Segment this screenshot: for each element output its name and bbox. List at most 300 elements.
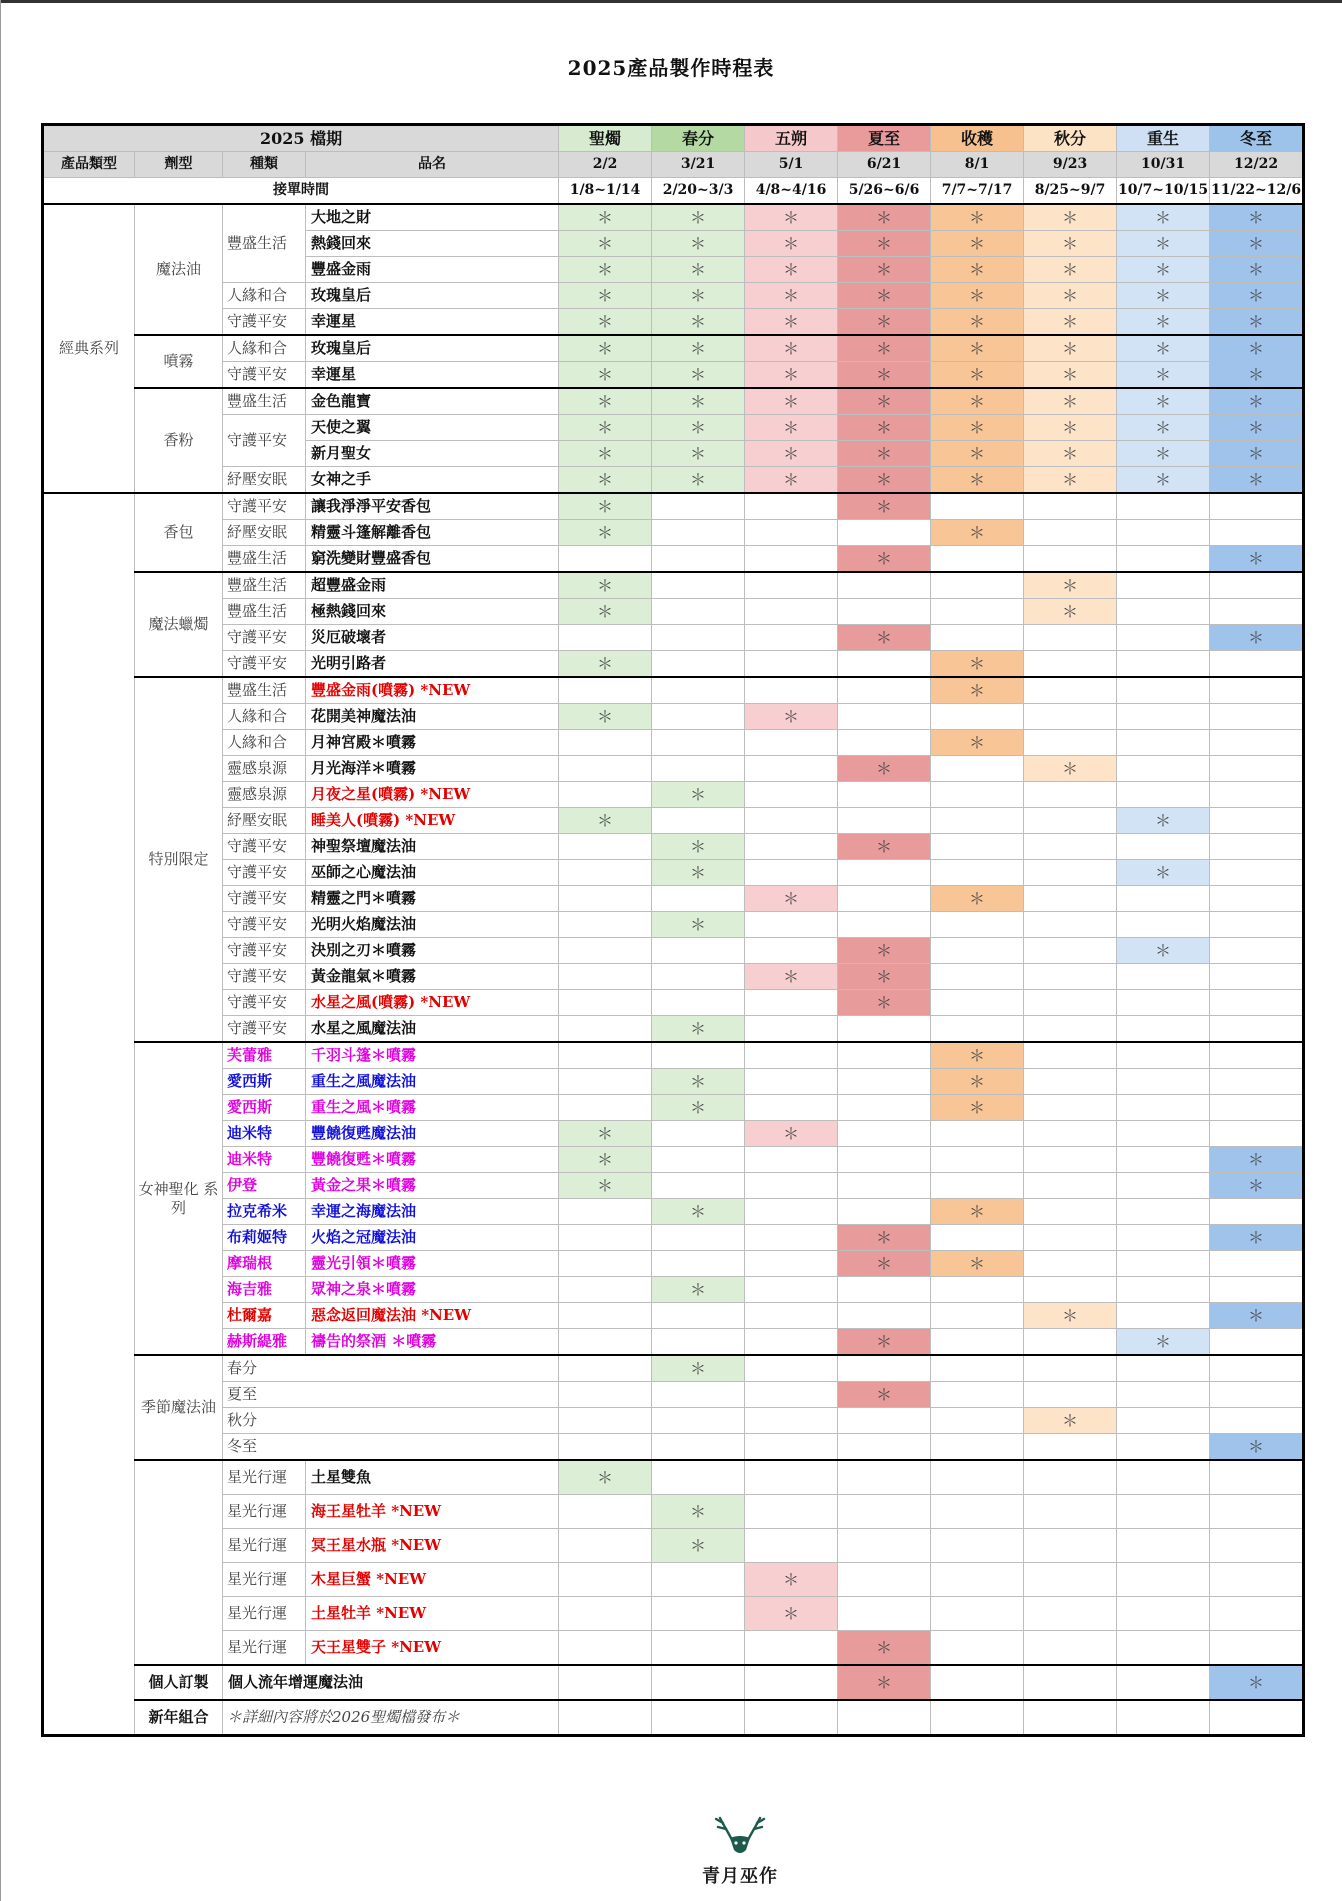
schedule-mark-cell — [1024, 938, 1117, 964]
schedule-mark-cell: ＊ — [559, 467, 652, 494]
schedule-mark-cell — [745, 860, 838, 886]
season-date: 8/1 — [931, 152, 1024, 178]
kind-cell: 靈感泉源 — [223, 756, 306, 782]
schedule-mark-cell — [931, 1631, 1024, 1666]
schedule-mark-cell — [745, 808, 838, 834]
schedule-mark-cell: ＊ — [745, 704, 838, 730]
kind-cell: 紓壓安眠 — [223, 467, 306, 494]
schedule-mark-cell: ＊ — [652, 1495, 745, 1529]
schedule-mark-cell: ＊ — [559, 1147, 652, 1173]
schedule-mark-cell — [652, 1665, 745, 1700]
schedule-mark-cell — [1210, 677, 1304, 704]
schedule-mark-cell: ＊ — [1117, 467, 1210, 494]
schedule-mark-cell — [931, 860, 1024, 886]
schedule-mark-cell: ＊ — [838, 938, 931, 964]
schedule-mark-cell — [652, 1382, 745, 1408]
schedule-mark-cell: ＊ — [1117, 204, 1210, 231]
kind-cell: 人緣和合 — [223, 730, 306, 756]
table-row — [43, 1329, 1304, 1356]
schedule-mark-cell — [931, 938, 1024, 964]
schedule-mark-cell — [745, 912, 838, 938]
product-name: 金色龍寶 — [306, 388, 559, 415]
schedule-mark-cell — [1117, 599, 1210, 625]
schedule-mark-cell — [931, 625, 1024, 651]
schedule-mark-cell — [652, 938, 745, 964]
schedule-mark-cell — [1210, 938, 1304, 964]
schedule-mark-cell — [838, 782, 931, 808]
schedule-mark-cell — [1117, 834, 1210, 860]
schedule-mark-cell — [1210, 964, 1304, 990]
schedule-mark-cell — [931, 1665, 1024, 1700]
schedule-mark-cell — [1024, 625, 1117, 651]
table-row — [43, 1597, 1304, 1631]
schedule-mark-cell — [838, 1042, 931, 1069]
kind-cell: 靈感泉源 — [223, 782, 306, 808]
table-row — [43, 362, 1304, 389]
kind-cell: 愛西斯 — [223, 1095, 306, 1121]
schedule-mark-cell — [559, 1303, 652, 1329]
schedule-mark-cell — [1210, 1251, 1304, 1277]
schedule-mark-cell: ＊ — [1024, 415, 1117, 441]
schedule-mark-cell — [745, 1460, 838, 1495]
schedule-mark-cell — [838, 1303, 931, 1329]
schedule-mark-cell — [652, 808, 745, 834]
schedule-mark-cell: ＊ — [745, 388, 838, 415]
schedule-mark-cell — [1024, 651, 1117, 678]
product-name: 眾神之泉＊噴霧 — [306, 1277, 559, 1303]
schedule-mark-cell — [652, 546, 745, 573]
product-name: 重生之風＊噴霧 — [306, 1095, 559, 1121]
schedule-mark-cell — [931, 1434, 1024, 1461]
schedule-mark-cell — [838, 520, 931, 546]
season-name: 秋分 — [1024, 125, 1117, 152]
schedule-mark-cell — [652, 886, 745, 912]
col-label-name: 品名 — [306, 152, 559, 178]
schedule-mark-cell — [745, 1199, 838, 1225]
schedule-mark-cell: ＊ — [652, 257, 745, 283]
schedule-mark-cell — [745, 1251, 838, 1277]
kind-cell: 星光行運 — [223, 1529, 306, 1563]
schedule-mark-cell: ＊ — [1024, 283, 1117, 309]
schedule-mark-cell: ＊ — [1024, 362, 1117, 389]
schedule-mark-cell — [931, 964, 1024, 990]
kind-cell: 人緣和合 — [223, 283, 306, 309]
schedule-mark-cell — [559, 1329, 652, 1356]
schedule-mark-cell — [1024, 1277, 1117, 1303]
schedule-mark-cell: ＊ — [559, 651, 652, 678]
table-row — [43, 625, 1304, 651]
schedule-mark-cell: ＊ — [931, 1042, 1024, 1069]
schedule-mark-cell: ＊ — [559, 388, 652, 415]
product-name: 精靈之門＊噴霧 — [306, 886, 559, 912]
table-row — [43, 782, 1304, 808]
schedule-mark-cell: ＊ — [745, 309, 838, 336]
product-name: 花開美神魔法油 — [306, 704, 559, 730]
kind-cell: 守護平安 — [223, 651, 306, 678]
kind-cell: 守護平安 — [223, 860, 306, 886]
product-name: 黃金龍氣＊噴霧 — [306, 964, 559, 990]
season-oil-label: 冬至 — [223, 1434, 559, 1461]
schedule-mark-cell: ＊ — [745, 964, 838, 990]
schedule-mark-cell — [745, 1277, 838, 1303]
season-date: 6/21 — [838, 152, 931, 178]
form-cell: 個人訂製 — [135, 1665, 223, 1700]
product-name: 土星牡羊 *NEW — [306, 1597, 559, 1631]
schedule-mark-cell — [652, 1460, 745, 1495]
schedule-mark-cell: ＊ — [652, 860, 745, 886]
schedule-mark-cell: ＊ — [1210, 1173, 1304, 1199]
schedule-mark-cell: ＊ — [652, 1069, 745, 1095]
schedule-mark-cell: ＊ — [838, 1251, 931, 1277]
schedule-mark-cell — [931, 1303, 1024, 1329]
schedule-mark-cell: ＊ — [1210, 415, 1304, 441]
page-title: 2025產品製作時程表 — [567, 56, 775, 80]
schedule-mark-cell: ＊ — [559, 415, 652, 441]
schedule-mark-cell — [1210, 1631, 1304, 1666]
schedule-mark-cell — [838, 1434, 931, 1461]
schedule-mark-cell — [931, 704, 1024, 730]
season-name: 重生 — [1117, 125, 1210, 152]
product-name: 超豐盛金雨 — [306, 572, 559, 599]
schedule-mark-cell — [931, 546, 1024, 573]
schedule-mark-cell — [1210, 1016, 1304, 1043]
schedule-mark-cell — [931, 1529, 1024, 1563]
table-row — [43, 964, 1304, 990]
schedule-mark-cell: ＊ — [1117, 335, 1210, 362]
season-order-window: 5/26~6/6 — [838, 178, 931, 205]
schedule-mark-cell — [1117, 886, 1210, 912]
schedule-mark-cell — [559, 546, 652, 573]
schedule-mark-cell — [1117, 1016, 1210, 1043]
schedule-mark-cell — [1210, 520, 1304, 546]
product-name: 玫瑰皇后 — [306, 335, 559, 362]
schedule-mark-cell — [652, 599, 745, 625]
table-row — [43, 1121, 1304, 1147]
schedule-mark-cell — [1117, 1199, 1210, 1225]
schedule-mark-cell: ＊ — [559, 520, 652, 546]
schedule-mark-cell: ＊ — [1210, 1225, 1304, 1251]
table-row — [43, 1095, 1304, 1121]
schedule-mark-cell — [1024, 1173, 1117, 1199]
schedule-mark-cell: ＊ — [931, 283, 1024, 309]
schedule-mark-cell — [1117, 546, 1210, 573]
table-row — [43, 520, 1304, 546]
schedule-mark-cell — [1117, 1147, 1210, 1173]
schedule-mark-cell: ＊ — [1024, 441, 1117, 467]
schedule-mark-cell — [1210, 1095, 1304, 1121]
table-row — [43, 1016, 1304, 1043]
schedule-mark-cell: ＊ — [559, 283, 652, 309]
schedule-mark-cell — [745, 625, 838, 651]
schedule-mark-cell — [931, 1408, 1024, 1434]
schedule-mark-cell: ＊ — [931, 1251, 1024, 1277]
col-label-form: 劑型 — [135, 152, 223, 178]
schedule-mark-cell — [931, 756, 1024, 782]
schedule-mark-cell — [652, 625, 745, 651]
schedule-mark-cell — [1117, 964, 1210, 990]
deer-antler-logo-icon — [710, 1810, 770, 1858]
schedule-mark-cell: ＊ — [838, 204, 931, 231]
schedule-mark-cell — [1024, 1355, 1117, 1382]
schedule-mark-cell: ＊ — [931, 388, 1024, 415]
schedule-mark-cell: ＊ — [1210, 467, 1304, 494]
schedule-mark-cell — [1117, 730, 1210, 756]
schedule-mark-cell: ＊ — [559, 704, 652, 730]
table-row — [43, 388, 1304, 415]
schedule-mark-cell — [652, 1597, 745, 1631]
table-row — [43, 546, 1304, 573]
schedule-mark-cell: ＊ — [1210, 257, 1304, 283]
schedule-mark-cell — [1117, 1597, 1210, 1631]
kind-cell: 人緣和合 — [223, 704, 306, 730]
table-row — [43, 415, 1304, 441]
schedule-mark-cell — [1210, 1121, 1304, 1147]
schedule-mark-cell: ＊ — [1024, 309, 1117, 336]
schedule-mark-cell: ＊ — [1024, 231, 1117, 257]
schedule-mark-cell — [838, 1199, 931, 1225]
schedule-mark-cell: ＊ — [745, 283, 838, 309]
schedule-mark-cell: ＊ — [1117, 257, 1210, 283]
schedule-mark-cell: ＊ — [1024, 335, 1117, 362]
schedule-mark-cell — [1210, 1069, 1304, 1095]
schedule-mark-cell: ＊ — [838, 493, 931, 520]
kind-cell: 星光行運 — [223, 1563, 306, 1597]
schedule-mark-cell: ＊ — [652, 1277, 745, 1303]
note-text: ＊詳細內容將於2026聖燭檔發布＊ — [223, 1700, 559, 1736]
schedule-mark-cell — [931, 1329, 1024, 1356]
schedule-mark-cell — [652, 1251, 745, 1277]
table-row — [43, 1225, 1304, 1251]
schedule-mark-cell — [1024, 1631, 1117, 1666]
schedule-mark-cell — [1210, 572, 1304, 599]
schedule-mark-cell: ＊ — [838, 1329, 931, 1356]
schedule-mark-cell: ＊ — [1024, 467, 1117, 494]
schedule-mark-cell: ＊ — [838, 964, 931, 990]
schedule-table — [41, 123, 1305, 1737]
season-name: 聖燭 — [559, 125, 652, 152]
schedule-mark-cell — [559, 1631, 652, 1666]
schedule-mark-cell: ＊ — [1117, 808, 1210, 834]
schedule-mark-cell: ＊ — [1210, 1665, 1304, 1700]
schedule-mark-cell: ＊ — [931, 520, 1024, 546]
schedule-mark-cell — [1024, 1460, 1117, 1495]
table-row — [43, 651, 1304, 678]
table-row — [43, 1495, 1304, 1529]
kind-cell: 守護平安 — [223, 990, 306, 1016]
table-row — [43, 1408, 1304, 1434]
schedule-mark-cell — [1024, 1665, 1117, 1700]
schedule-mark-cell — [559, 730, 652, 756]
schedule-mark-cell — [1024, 1095, 1117, 1121]
product-name: 個人流年增運魔法油 — [223, 1665, 559, 1700]
schedule-mark-cell — [559, 1199, 652, 1225]
kind-cell: 海吉雅 — [223, 1277, 306, 1303]
schedule-mark-cell — [1024, 1434, 1117, 1461]
schedule-mark-cell: ＊ — [1210, 625, 1304, 651]
schedule-mark-cell: ＊ — [745, 1597, 838, 1631]
schedule-mark-cell: ＊ — [559, 1173, 652, 1199]
schedule-mark-cell: ＊ — [559, 1460, 652, 1495]
schedule-mark-cell: ＊ — [1210, 309, 1304, 336]
season-date: 10/31 — [1117, 152, 1210, 178]
schedule-mark-cell — [931, 1355, 1024, 1382]
schedule-mark-cell — [1117, 651, 1210, 678]
schedule-mark-cell — [559, 625, 652, 651]
product-name: 水星之風魔法油 — [306, 1016, 559, 1043]
schedule-mark-cell — [559, 782, 652, 808]
schedule-mark-cell — [1117, 625, 1210, 651]
schedule-mark-cell: ＊ — [559, 493, 652, 520]
schedule-mark-cell: ＊ — [745, 257, 838, 283]
form-cell — [135, 1460, 223, 1665]
schedule-mark-cell — [745, 1495, 838, 1529]
schedule-mark-cell: ＊ — [559, 309, 652, 336]
schedule-mark-cell: ＊ — [559, 257, 652, 283]
schedule-mark-cell — [931, 1382, 1024, 1408]
schedule-mark-cell — [1210, 990, 1304, 1016]
schedule-mark-cell — [931, 1700, 1024, 1736]
form-cell: 季節魔法油 — [135, 1355, 223, 1460]
schedule-mark-cell: ＊ — [931, 467, 1024, 494]
schedule-mark-cell: ＊ — [931, 231, 1024, 257]
schedule-mark-cell — [1210, 1700, 1304, 1736]
schedule-mark-cell — [931, 808, 1024, 834]
schedule-mark-cell — [838, 1563, 931, 1597]
schedule-mark-cell: ＊ — [1117, 231, 1210, 257]
schedule-mark-cell: ＊ — [838, 415, 931, 441]
schedule-mark-cell: ＊ — [931, 362, 1024, 389]
schedule-mark-cell — [745, 990, 838, 1016]
schedule-mark-cell — [1210, 1597, 1304, 1631]
schedule-mark-cell — [745, 1303, 838, 1329]
schedule-body — [43, 204, 1304, 1736]
schedule-mark-cell — [652, 1329, 745, 1356]
schedule-mark-cell: ＊ — [838, 231, 931, 257]
schedule-mark-cell: ＊ — [838, 309, 931, 336]
schedule-mark-cell — [652, 493, 745, 520]
schedule-mark-cell — [1024, 834, 1117, 860]
schedule-mark-cell: ＊ — [1024, 599, 1117, 625]
kind-cell: 杜爾嘉 — [223, 1303, 306, 1329]
schedule-mark-cell: ＊ — [931, 886, 1024, 912]
schedule-mark-cell — [1117, 1173, 1210, 1199]
schedule-mark-cell — [931, 1563, 1024, 1597]
schedule-mark-cell: ＊ — [1210, 231, 1304, 257]
schedule-mark-cell: ＊ — [559, 1121, 652, 1147]
kind-cell: 豐盛生活 — [223, 599, 306, 625]
schedule-mark-cell — [1117, 1408, 1210, 1434]
schedule-mark-cell — [745, 756, 838, 782]
kind-cell: 守護平安 — [223, 362, 306, 389]
schedule-mark-cell — [838, 1147, 931, 1173]
product-name: 幸運星 — [306, 309, 559, 336]
schedule-mark-cell — [1024, 546, 1117, 573]
schedule-mark-cell — [1210, 730, 1304, 756]
season-order-window: 2/20~3/3 — [652, 178, 745, 205]
schedule-mark-cell: ＊ — [1117, 283, 1210, 309]
schedule-mark-cell — [1117, 572, 1210, 599]
schedule-mark-cell: ＊ — [559, 335, 652, 362]
schedule-mark-cell — [652, 572, 745, 599]
schedule-mark-cell: ＊ — [652, 388, 745, 415]
schedule-mark-cell: ＊ — [838, 335, 931, 362]
table-row — [43, 938, 1304, 964]
schedule-mark-cell: ＊ — [838, 834, 931, 860]
schedule-mark-cell — [559, 677, 652, 704]
schedule-mark-cell — [931, 912, 1024, 938]
product-name: 巫師之心魔法油 — [306, 860, 559, 886]
form-cell: 魔法蠟燭 — [135, 572, 223, 677]
schedule-mark-cell — [1210, 1329, 1304, 1356]
schedule-mark-cell: ＊ — [931, 1199, 1024, 1225]
product-name: 神聖祭壇魔法油 — [306, 834, 559, 860]
kind-cell: 豐盛生活 — [223, 204, 306, 283]
kind-cell: 豐盛生活 — [223, 388, 306, 415]
schedule-mark-cell — [559, 1042, 652, 1069]
schedule-mark-cell — [1210, 1563, 1304, 1597]
form-cell: 特別限定 — [135, 677, 223, 1042]
schedule-mark-cell — [931, 1147, 1024, 1173]
schedule-mark-cell — [559, 1382, 652, 1408]
product-name: 天使之翼 — [306, 415, 559, 441]
schedule-mark-cell: ＊ — [1210, 441, 1304, 467]
product-name: 光明引路者 — [306, 651, 559, 678]
schedule-mark-cell: ＊ — [1117, 441, 1210, 467]
schedule-mark-cell — [1024, 1382, 1117, 1408]
schedule-mark-cell — [745, 1225, 838, 1251]
schedule-mark-cell — [1117, 1495, 1210, 1529]
product-name: 禱告的祭酒 ＊噴霧 — [306, 1329, 559, 1356]
schedule-mark-cell — [1024, 1597, 1117, 1631]
schedule-mark-cell — [559, 938, 652, 964]
schedule-mark-cell: ＊ — [931, 335, 1024, 362]
schedule-mark-cell — [931, 834, 1024, 860]
schedule-mark-cell — [652, 677, 745, 704]
season-order-window: 4/8~4/16 — [745, 178, 838, 205]
schedule-mark-cell: ＊ — [559, 808, 652, 834]
schedule-mark-cell — [1117, 990, 1210, 1016]
schedule-mark-cell — [931, 1121, 1024, 1147]
schedule-mark-cell — [1117, 1225, 1210, 1251]
product-name: 豐盛金雨(噴霧) *NEW — [306, 677, 559, 704]
schedule-mark-cell — [1024, 964, 1117, 990]
product-name: 豐饒復甦＊噴霧 — [306, 1147, 559, 1173]
product-name: 窮洗變財豐盛香包 — [306, 546, 559, 573]
product-name: 木星巨蟹 *NEW — [306, 1563, 559, 1597]
season-order-window: 11/22~12/6 — [1210, 178, 1304, 205]
kind-cell: 人緣和合 — [223, 335, 306, 362]
schedule-mark-cell — [1024, 1225, 1117, 1251]
schedule-mark-cell — [838, 704, 931, 730]
schedule-mark-cell: ＊ — [652, 441, 745, 467]
schedule-mark-cell: ＊ — [838, 388, 931, 415]
schedule-mark-cell — [745, 599, 838, 625]
table-row — [43, 1631, 1304, 1666]
schedule-mark-cell — [652, 1225, 745, 1251]
schedule-mark-cell — [745, 1382, 838, 1408]
product-name: 精靈斗篷解離香包 — [306, 520, 559, 546]
table-row — [43, 599, 1304, 625]
schedule-mark-cell — [745, 1529, 838, 1563]
product-name: 幸運之海魔法油 — [306, 1199, 559, 1225]
schedule-mark-cell — [931, 572, 1024, 599]
schedule-mark-cell — [838, 730, 931, 756]
schedule-mark-cell — [1210, 1277, 1304, 1303]
table-row — [43, 704, 1304, 730]
schedule-mark-cell — [1024, 677, 1117, 704]
schedule-mark-cell — [559, 1251, 652, 1277]
form-cell: 新年組合 — [135, 1700, 223, 1736]
